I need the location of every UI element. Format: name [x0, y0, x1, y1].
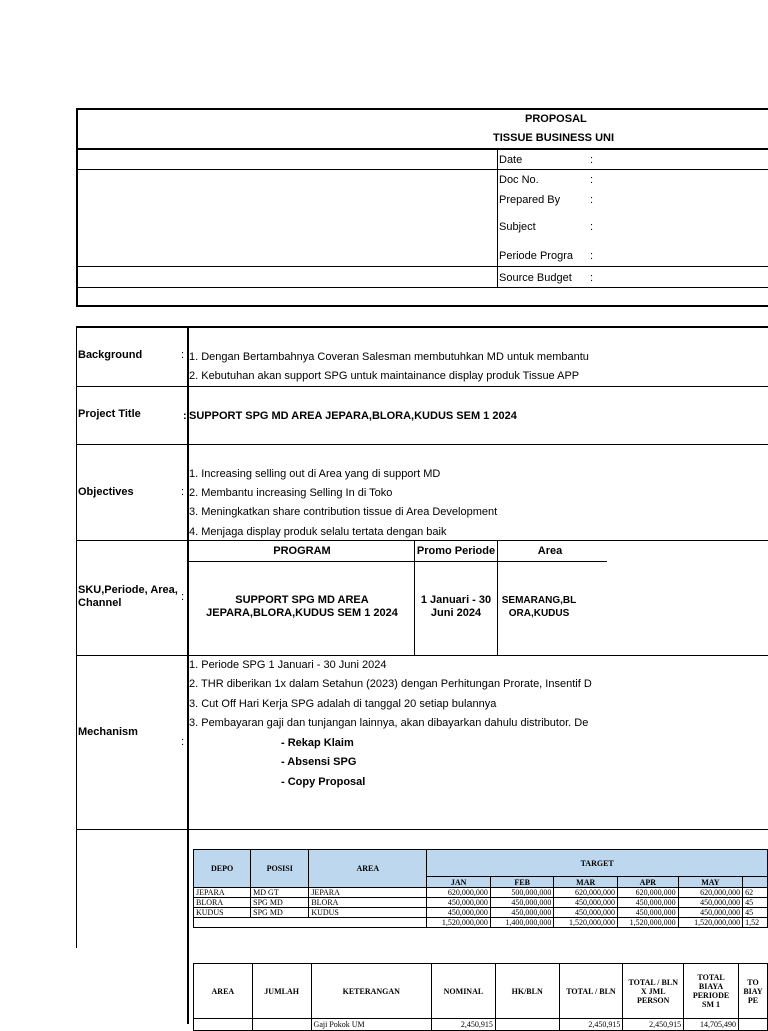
total-mar: 1,520,000,000	[554, 918, 618, 928]
cost-cell-area	[194, 1019, 253, 1031]
sku-col-border-1	[414, 540, 415, 656]
th-month-feb: FEB	[490, 877, 554, 888]
cell-depo: KUDUS	[194, 908, 251, 918]
body-left-border	[76, 326, 77, 948]
background-line-1: 1. Dengan Bertambahnya Coveran Salesman membutuhkan MD untuk membantu	[189, 351, 589, 363]
mechanism-doc-3: - Copy Proposal	[281, 776, 366, 788]
cost-cell-next	[738, 1019, 767, 1031]
table-row	[194, 1019, 768, 1031]
header-left-border	[76, 108, 78, 306]
cell-feb: 450,000,000	[490, 908, 554, 918]
cost-th-periode: TOTAL BIAYA PERIODE SM 1	[684, 964, 739, 1019]
sku-program: SUPPORT SPG MD AREA JEPARA,BLORA,KUDUS SEM 1 2024	[206, 594, 398, 619]
mechanism-line-2: 2. THR diberikan 1x dalam Setahun (2023) dengan Perhitungan Prorate, Insentif D	[189, 678, 592, 690]
cell-may: 450,000,000	[678, 898, 743, 908]
background-line-2: 2. Kebutuhan akan support SPG untuk maintainance display produk Tissue APP	[189, 370, 580, 382]
mechanism-colon: :	[181, 736, 185, 748]
cell-posisi: MD GT	[251, 888, 309, 898]
objectives-colon: :	[181, 486, 185, 498]
sku-periode: 1 Januari - 30 Juni 2024	[420, 594, 492, 619]
cell-jan: 450,000,000	[427, 898, 491, 908]
table-total-row	[194, 918, 768, 928]
objectives-line-4: 4. Menjaga display produk selalu tertata dengan baik	[189, 526, 447, 538]
cell-depo: BLORA	[194, 898, 251, 908]
th-posisi: POSISI	[251, 850, 309, 888]
cost-cell-periode: 14,705,490	[684, 1019, 739, 1031]
field-docno-sep: :	[590, 174, 594, 186]
total-apr: 1,520,000,000	[617, 918, 678, 928]
header-top-border	[76, 108, 768, 110]
cost-th-totalperson: TOTAL / BLN X JML PERSON	[623, 964, 684, 1019]
field-prepared-sep: :	[590, 194, 594, 206]
cell-next: 45	[743, 908, 768, 918]
cost-cell-total: 2,450,915	[559, 1019, 623, 1031]
sku-bottom-border	[76, 655, 768, 656]
mechanism-doc-2: - Absensi SPG	[281, 756, 357, 768]
sku-header-border	[187, 561, 607, 562]
field-subject-sep: :	[590, 221, 594, 233]
cell-feb: 500,000,000	[490, 888, 554, 898]
field-prepared-label: Prepared By	[499, 194, 561, 206]
field-periode-sep: :	[590, 250, 594, 262]
business-unit: TISSUE BUSINESS UNI	[493, 132, 615, 144]
project-title-value: SUPPORT SPG MD AREA JEPARA,BLORA,KUDUS SEM 1 2024	[189, 410, 517, 422]
header-divider-2	[76, 169, 768, 170]
total-next: 1,52	[743, 918, 768, 928]
project-title-colon: :	[183, 410, 187, 422]
cost-table	[193, 963, 768, 1031]
objectives-line-2: 2. Membantu increasing Selling In di Toko	[189, 487, 393, 499]
cell-area: KUDUS	[309, 908, 427, 918]
cell-mar: 450,000,000	[554, 898, 618, 908]
header-divider-4	[76, 287, 768, 288]
table-row	[194, 888, 768, 898]
cell-jan: 620,000,000	[427, 888, 491, 898]
cost-th-nominal: NOMINAL	[432, 964, 496, 1019]
cell-may: 620,000,000	[678, 888, 743, 898]
header-bottom-border	[76, 305, 768, 307]
cost-cell-keterangan: Gaji Pokok UM	[311, 1019, 431, 1031]
mechanism-doc-1: - Rekap Klaim	[281, 737, 354, 749]
field-subject-label: Subject	[499, 221, 536, 233]
cell-area: BLORA	[309, 898, 427, 908]
sku-colon: :	[181, 591, 185, 603]
sku-area: SEMARANG,BLORA,KUDUS	[501, 595, 577, 619]
cost-th-jumlah: JUMLAH	[252, 964, 311, 1019]
objectives-line-1: 1. Increasing selling out di Area yang di support MD	[189, 468, 441, 480]
cell-area: JEPARA	[309, 888, 427, 898]
cell-jan: 450,000,000	[427, 908, 491, 918]
objectives-bottom-border	[76, 540, 768, 541]
header-divider-3	[76, 266, 768, 267]
cell-may: 450,000,000	[678, 908, 743, 918]
field-docno-label: Doc No.	[499, 174, 539, 186]
cell-next: 45	[743, 898, 768, 908]
body-top-border	[76, 326, 768, 328]
cost-cell-hkbln	[495, 1019, 559, 1031]
objectives-label: Objectives	[78, 486, 134, 498]
total-feb: 1,400,000,000	[490, 918, 554, 928]
th-month-may: MAY	[678, 877, 743, 888]
mechanism-label: Mechanism	[78, 726, 138, 738]
sku-header-program: PROGRAM	[273, 545, 331, 557]
total-jan: 1,520,000,000	[427, 918, 491, 928]
background-colon: :	[181, 349, 185, 361]
project-title-label: Project Title	[78, 408, 141, 420]
header-fields-border	[497, 148, 498, 288]
total-may: 1,520,000,000	[678, 918, 743, 928]
mechanism-line-4: 3. Pembayaran gaji dan tunjangan lainnya, akan dibayarkan dahulu distributor. De	[189, 717, 589, 729]
mechanism-bottom-border	[76, 829, 768, 830]
mechanism-line-3: 3. Cut Off Hari Kerja SPG adalah di tanggal 20 setiap bulannya	[189, 698, 497, 710]
field-date-label: Date	[499, 154, 523, 166]
cost-cell-totalperson: 2,450,915	[623, 1019, 684, 1031]
background-label: Background	[78, 349, 143, 361]
cost-th-area: AREA	[194, 964, 253, 1019]
cost-th-next: TO BIAY PE	[738, 964, 767, 1019]
th-target: TARGET	[427, 850, 768, 877]
header-divider	[76, 148, 768, 150]
sku-header-area: Area	[537, 545, 563, 557]
cost-th-hkbln: HK/BLN	[495, 964, 559, 1019]
cell-posisi: SPG MD	[251, 898, 309, 908]
field-source-label: Source Budget	[499, 272, 572, 284]
th-month-jan: JAN	[427, 877, 491, 888]
table-row	[194, 898, 768, 908]
field-periode-label: Periode Progra	[499, 250, 573, 262]
sku-label: SKU,Periode, Area, Channel	[78, 584, 178, 609]
sku-col-border-2	[497, 540, 498, 656]
cost-th-keterangan: KETERANGAN	[311, 964, 431, 1019]
table-row	[194, 908, 768, 918]
sku-header-periode: Promo Periode	[416, 545, 496, 557]
cell-feb: 450,000,000	[490, 898, 554, 908]
total-spacer	[194, 918, 427, 928]
body-label-column-border	[187, 326, 189, 1024]
mechanism-line-1: 1. Periode SPG 1 Januari - 30 Juni 2024	[189, 659, 387, 671]
cell-next: 62	[743, 888, 768, 898]
target-table	[193, 849, 768, 928]
th-month-mar: MAR	[554, 877, 618, 888]
th-area: AREA	[309, 850, 427, 888]
th-month-apr: APR	[617, 877, 678, 888]
cell-mar: 620,000,000	[554, 888, 618, 898]
background-bottom-border	[76, 386, 768, 387]
objectives-line-3: 3. Meningkatkan share contribution tissue di Area Development	[189, 506, 498, 518]
cost-cell-jumlah	[252, 1019, 311, 1031]
cell-apr: 450,000,000	[617, 898, 678, 908]
cell-apr: 450,000,000	[617, 908, 678, 918]
cell-depo: JEPARA	[194, 888, 251, 898]
field-source-sep: :	[590, 272, 594, 284]
cell-posisi: SPG MD	[251, 908, 309, 918]
th-month-next	[743, 877, 768, 888]
project-title-bottom-border	[76, 444, 768, 445]
field-date-sep: :	[590, 154, 594, 166]
cell-mar: 450,000,000	[554, 908, 618, 918]
cost-cell-nominal: 2,450,915	[432, 1019, 496, 1031]
cost-th-totalbln: TOTAL / BLN	[559, 964, 623, 1019]
th-depo: DEPO	[194, 850, 251, 888]
cell-apr: 620,000,000	[617, 888, 678, 898]
proposal-title: PROPOSAL	[525, 113, 587, 125]
